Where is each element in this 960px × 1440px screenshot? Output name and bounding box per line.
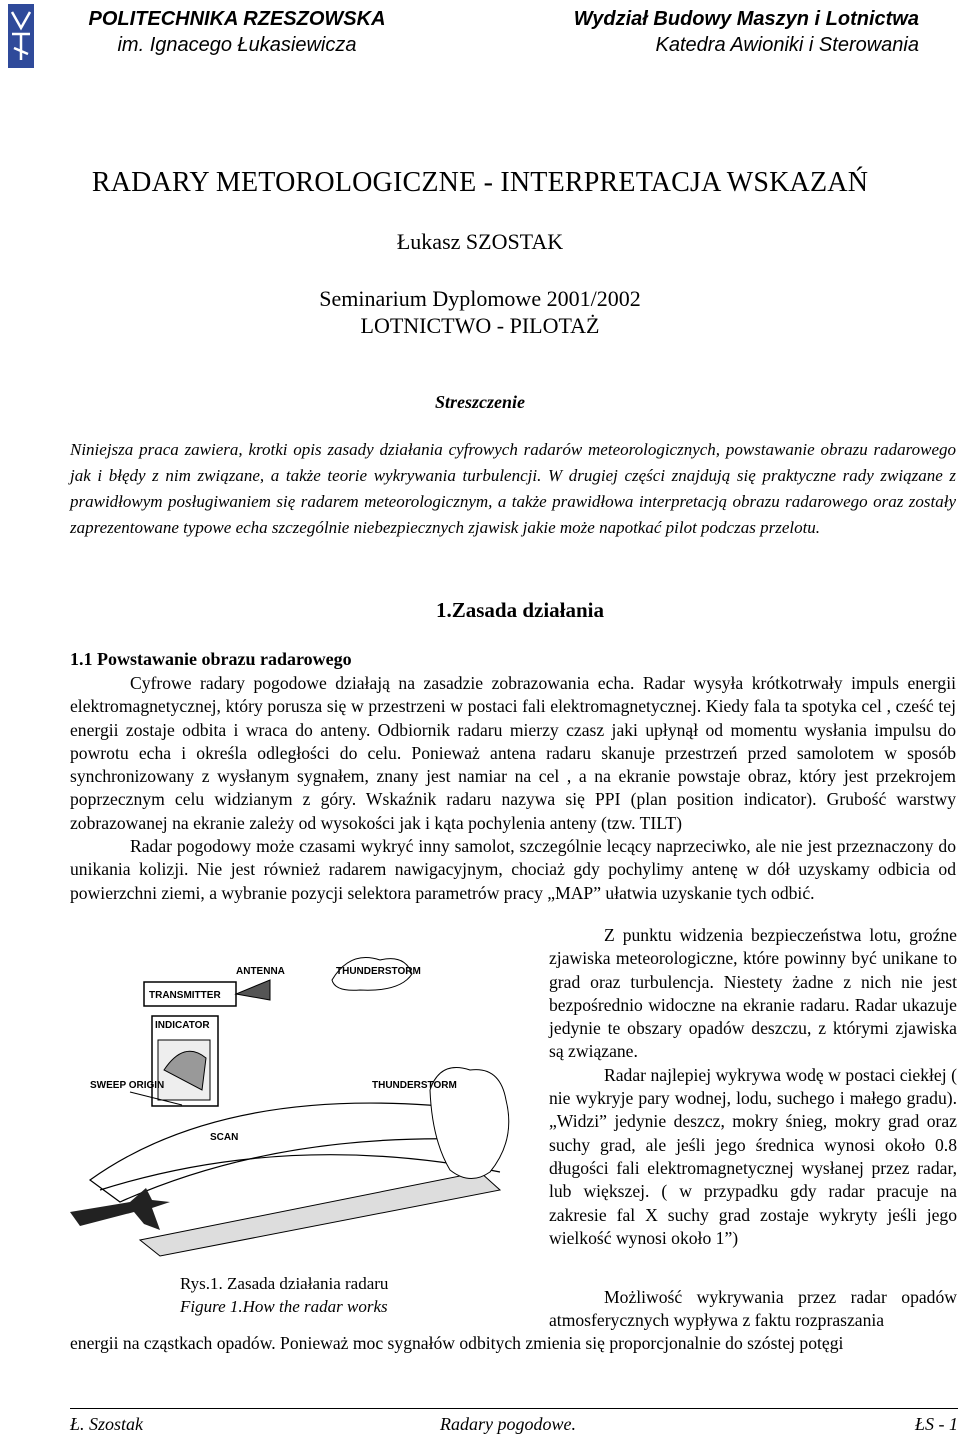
caption-polish: Rys.1. Zasada działania radaru <box>180 1274 389 1293</box>
sweep-origin-label: SWEEP ORIGIN <box>90 1080 165 1091</box>
seminar-line: Seminarium Dyplomowe 2001/2002 <box>319 286 641 311</box>
university-name: POLITECHNIKA RZESZOWSKA <box>88 8 386 30</box>
header-left <box>62 6 412 58</box>
paragraph-continuation: energii na cząstkach opadów. Ponieważ moc sygnałów odbitych zmienia się proporcjonalnie do szóstej potęgi <box>70 1333 844 1353</box>
paragraph: Z punktu widzenia bezpieczeństwa lotu, groźne zjawiska meteorologiczne, które powinny być unikane to grad oraz turbulencja. Niestety żadne z nich nie jest bezpośrednio widoczne na ekranie radaru. Radar ukazuje jedynie te obszary opadów deszczu, z którymi zjawiska są związane. <box>549 925 957 1062</box>
specialization-line: LOTNICTWO - PILOTAŻ <box>360 313 600 338</box>
paragraph: Możliwość wykrywania przez radar opadów atmosferycznych wypływa z faktu rozpraszania <box>549 1287 957 1331</box>
caption-english: Figure 1.How the radar works <box>180 1297 388 1316</box>
abstract-text: Niniejsza praca zawiera, krotki opis zasady działania cyfrowych radarów meteorologicznych, powstawanie obrazu radarowego jak i błędy z nim związane, a także teorie wykrywania turbulencji. W drugiej części znajdują się praktyczne rady związane z prawidłowym posługiwaniem się radarem meteorologicznym, a także prawidłowa interpretacją obrazu radarowego oraz zostały zaprezentowane typowe echa szczególnie niebezpiecznych zjawisk jakie może napotkać pilot podczas przelotu. <box>70 440 956 537</box>
paragraph: Radar najlepiej wykrywa wodę w postaci ciekłej ( nie wykryje pary wodnej, lodu, suchego i małego gradu). „Widzi” jedynie deszcz, mokry śnieg, mokry grad oraz suchy grad, ale jeśli jego średnica wynosi około 0.8 długości fali elektromagnetycznej wysłanej przez radar, lub większej. ( w przypadku gdy radar pracuje na zakresie fal X suchy grad zostaje wykryty jeśli jego wielkość wynosi około 1”) <box>549 1064 957 1248</box>
aircraft-icon <box>70 1188 170 1230</box>
header-right <box>535 6 919 58</box>
department-name: Katedra Awioniki i Sterowania <box>655 34 919 56</box>
thunderstorm-top-label: THUNDERSTORM <box>336 966 421 977</box>
scan-plane <box>140 1172 500 1256</box>
abstract-heading: Streszczenie <box>435 392 525 412</box>
footer-page-number: ŁS - 1 <box>914 1414 958 1434</box>
transmitter-label: TRANSMITTER <box>149 990 221 1001</box>
seminar-info <box>0 285 960 339</box>
thunderstorm-bottom-label: THUNDERSTORM <box>372 1080 457 1091</box>
antenna-label: ANTENNA <box>236 966 285 977</box>
university-patron: im. Ignacego Łukasiewicza <box>117 34 357 56</box>
indicator-label: INDICATOR <box>155 1020 210 1031</box>
antenna-shape <box>236 980 270 1000</box>
scan-label: SCAN <box>210 1132 239 1143</box>
faculty-name: Wydział Budowy Maszyn i Lotnictwa <box>573 8 919 30</box>
footer-divider <box>70 1408 958 1409</box>
paragraph: Radar pogodowy może czasami wykryć inny samolot, szczególnie lecący naprzeciwko, ale nie jest przeznaczony do unikania kolizji. Nie jest również radarem nawigacyjnym, chociaż gdy pochylimy antenę w dół uzyskamy odbicia od powierzchni ziemi, a wybranie pozycji selektora parametrów pracy „MAP” ułatwia uzyskanie tych odbić. <box>70 836 956 903</box>
subsection-heading: 1.1 Powstawanie obrazu radarowego <box>70 649 352 669</box>
paragraph: Cyfrowe radary pogodowe działają na zasadzie zobrazowania echa. Radar wysyła krótkotrwały impuls energii elektromagnetycznej, który porusza się w przestrzeni w postaci fali elektromagnetycznej. Kiedy fala ta spotyka cel , cześć tej energii zostaje odbita i wraca do anteny. Odbiornik radaru mierzy czasz jaki upłynął od momentu wysłania impulsu do powrotu echa i określa odległości do celu. Ponieważ antena radaru skanuje przestrzeń przed samolotem w sposób synchronizowany z wysłanym sygnałem, znany jest namiar na cel , a na ekranie powstaje obraz, który jest przekrojem poprzecznym celu widzianym z góry. Wskaźnik radaru nazywa się PPI (plan position indicator). Grubość warstwy zobrazowanej na ekranie zależy od wysokości jak i kąta pochylenia anteny (tzw. TILT) <box>70 673 956 833</box>
right-column-text <box>549 924 957 1250</box>
footer-author: Ł. Szostak <box>70 1414 144 1434</box>
footer-title: Radary pogodowe. <box>440 1414 576 1434</box>
figure-caption <box>180 1272 440 1318</box>
author-name: Łukasz SZOSTAK <box>396 229 564 254</box>
paper-title: RADARY METOROLOGICZNE - INTERPRETACJA WSKAZAŃ <box>91 167 869 198</box>
section-heading: 1.Zasada działania <box>435 598 605 622</box>
university-logo-icon <box>8 4 34 68</box>
radar-diagram-figure <box>60 940 530 1270</box>
body-text <box>70 670 956 905</box>
